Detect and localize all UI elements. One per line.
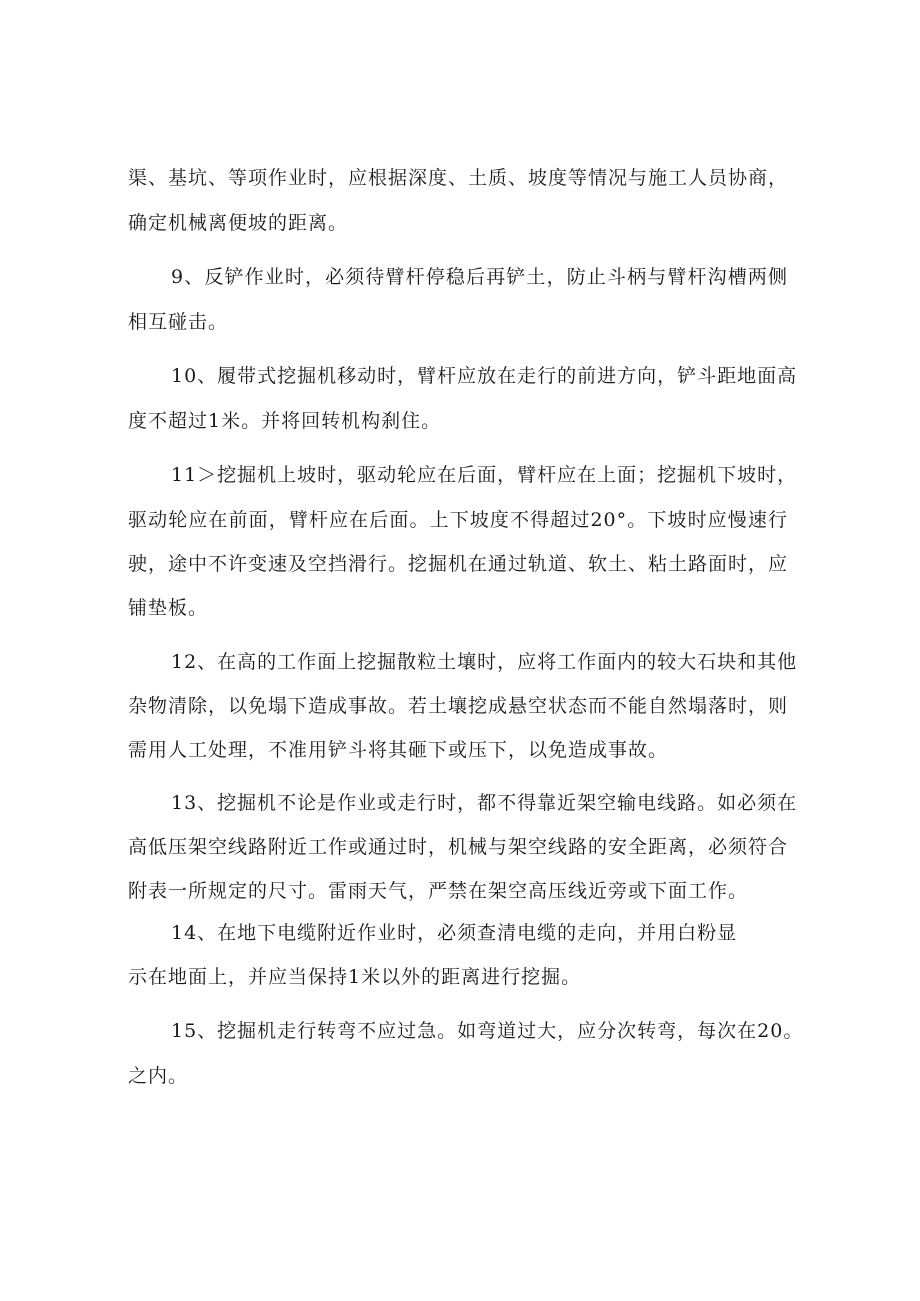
- paragraph-line: 需用人工处理，不准用铲斗将其砸下或压下，以免造成事故。: [128, 739, 669, 761]
- paragraph-line: 15、挖掘机走行转弯不应过急。如弯道过大，应分次转弯，每次在20。: [171, 1020, 804, 1042]
- paragraph-line: 杂物清除，以免塌下造成事故。若土壤挖成悬空状态而不能自然塌落时，则: [128, 695, 789, 717]
- paragraph-line: 驶，途中不许变速及空挡滑行。挖掘机在通过轨道、软土、粘土路面时，应: [128, 553, 789, 575]
- paragraph-line: 14、在地下电缆附近作业时，必须查清电缆的走向，并用白粉显: [171, 922, 738, 944]
- paragraph-line: 9、反铲作业时，必须待臂杆停稳后再铲土，防止斗柄与臂杆沟槽两侧: [171, 266, 788, 288]
- paragraph-line: 13、挖掘机不论是作业或走行时，都不得靠近架空输电线路。如必须在: [171, 792, 798, 814]
- paragraph-line: 相互碰击。: [128, 311, 229, 333]
- paragraph-line: 之内。: [128, 1065, 189, 1087]
- paragraph-line: 铺垫板。: [128, 597, 209, 619]
- paragraph-line: 驱动轮应在前面，臂杆应在后面。上下坡度不得超过20°。下坡时应慢速行: [128, 509, 788, 531]
- paragraph-line: 示在地面上，并应当保持1米以外的距离进行挖掘。: [128, 966, 582, 988]
- paragraph-line: 12、在高的工作面上挖掘散粒土壤时，应将工作面内的较大石块和其他: [171, 651, 798, 673]
- paragraph-line: 渠、基坑、等项作业时，应根据深度、土质、坡度等情况与施工人员协商，: [128, 167, 789, 189]
- paragraph-line: 高低压架空线路附近工作或通过时，机械与架空线路的安全距离，必须符合: [128, 836, 789, 858]
- paragraph-line: 10、履带式挖掘机移动时，臂杆应放在走行的前进方向，铲斗距地面高: [171, 365, 798, 387]
- paragraph-line: 附表一所规定的尺寸。雷雨天气，严禁在架空高压线近旁或下面工作。: [128, 880, 749, 902]
- paragraph-line: 度不超过1米。并将回转机构刹住。: [128, 410, 442, 432]
- paragraph-line: 确定机械离便坡的距离。: [128, 212, 349, 234]
- paragraph-line: 11＞挖掘机上坡时，驱动轮应在后面，臂杆应在上面；挖掘机下坡时，: [171, 464, 798, 486]
